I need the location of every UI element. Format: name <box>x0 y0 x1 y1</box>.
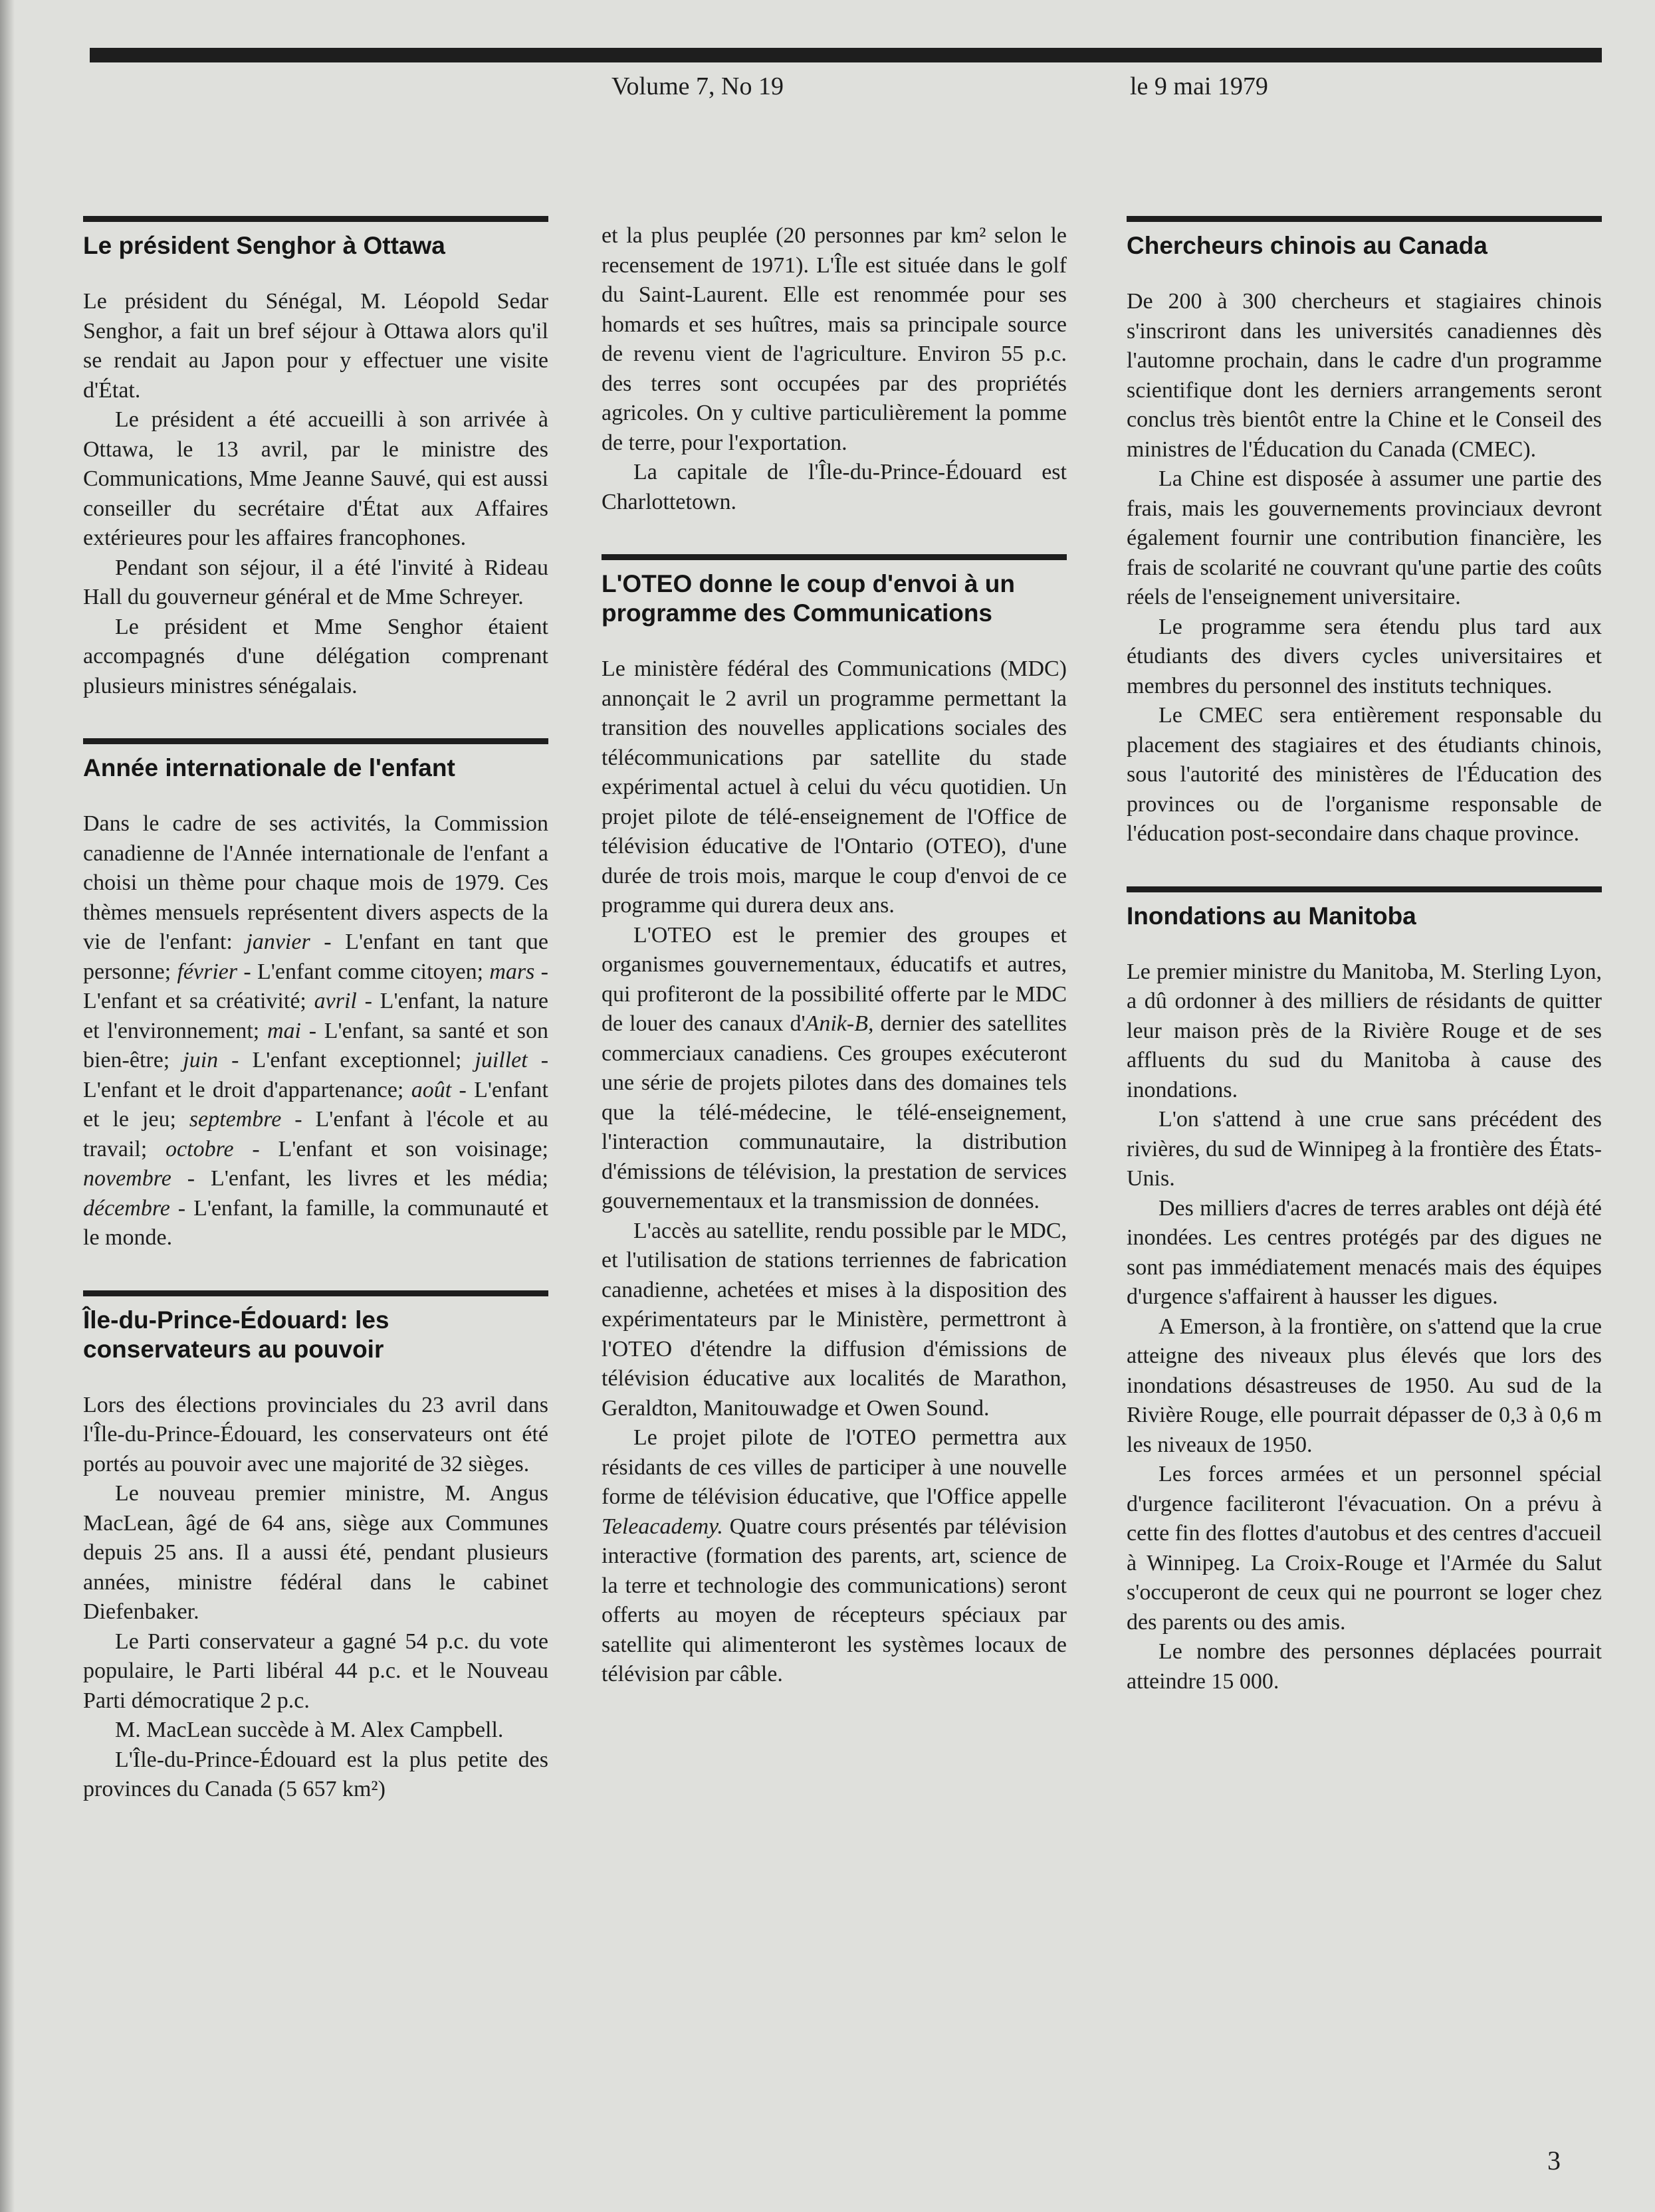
month-name: février <box>177 959 238 984</box>
paragraph: Le Parti conservateur a gagné 54 p.c. du vote populaire, le Parti libéral 44 p.c. et le Nouveau Parti démocratique 2 p.c. <box>83 1629 548 1713</box>
month-theme: L'enfant, les livres et les média; <box>210 1166 548 1191</box>
intro-text: Dans le cadre de ses activités, la Commission canadienne de l'Année internationale de l'enfant a choisi un thème pour chaque mois de 1979. Ces thèmes mensuels représentent divers aspects de la vie de l'enfant: <box>83 811 548 954</box>
article-enfant <box>83 738 548 1253</box>
month-name: janvier <box>246 930 310 954</box>
article-rule <box>83 216 548 222</box>
paragraph: Le programme sera étendu plus tard aux étudiants des divers cycles universitaires et membres du personnel des instituts techniques. <box>1127 614 1602 698</box>
column-middle <box>602 216 1067 1727</box>
paragraph: A Emerson, à la frontière, on s'attend que la crue atteigne des niveaux plus élevés que lors des inondations désastreuses de 1950. Au sud de la Rivière Rouge, elle pourrait dépasser de 0,3 à 0,6 m les niveaux de 1950. <box>1127 1314 1602 1457</box>
article-rule <box>1127 216 1602 222</box>
column-left <box>83 216 548 1842</box>
paragraph: Le nouveau premier ministre, M. Angus MacLean, âgé de 64 ans, siège aux Communes depuis 25 ans. Il a aussi été, pendant plusieurs années, ministre fédéral dans le cabinet Diefenbaker. <box>83 1481 548 1624</box>
article-chinois <box>1127 216 1602 849</box>
paragraph: La capitale de l'Île-du-Prince-Édouard est Charlottetown. <box>602 460 1067 514</box>
masthead-rule <box>90 48 1602 62</box>
page-number: 3 <box>1547 2146 1561 2175</box>
month-theme: L'enfant en tant que personne; <box>83 930 548 984</box>
month-name: avril <box>314 989 357 1013</box>
month-theme: L'enfant, la nature et l'environnement; <box>83 989 548 1043</box>
paragraph: L'Île-du-Prince-Édouard est la plus petite des provinces du Canada (5 657 km²) <box>83 1747 548 1801</box>
article-oteo <box>602 554 1067 1690</box>
column-right <box>1127 216 1602 1734</box>
issue-date: le 9 mai 1979 <box>1130 72 1268 100</box>
paragraph: Le président a été accueilli à son arrivée à Ottawa, le 13 avril, par le ministre des Communications, Mme Jeanne Sauvé, qui est aussi conseiller du secrétaire d'État aux Affaires extérieures pour les affaires francophones. <box>83 407 548 550</box>
program-name: Teleacademy. <box>602 1514 723 1539</box>
paragraph: Le président et Mme Senghor étaient accompagnés d'une délégation comprenant plusieurs ministres sénégalais. <box>83 614 548 698</box>
article-rule <box>602 554 1067 560</box>
paragraph: De 200 à 300 chercheurs et stagiaires chinois s'inscriront dans les universités canadiennes dès l'automne prochain, dans le cadre d'un programme scientifique dont les derniers arrangements seront conclus très bientôt entre la Chine et le Conseil des ministres de l'Éducation du Canada (CMEC). <box>1127 289 1602 462</box>
month-theme: L'enfant comme citoyen; <box>257 959 484 984</box>
article-senghor <box>83 216 548 701</box>
month-theme: L'enfant exceptionnel; <box>252 1048 462 1072</box>
month-theme: L'enfant à l'école et au travail; <box>83 1107 549 1161</box>
month-theme: L'enfant et son voisinage; <box>278 1136 548 1161</box>
paragraph: Le président du Sénégal, M. Léopold Sedar Senghor, a fait un bref séjour à Ottawa alors qu'il se rendait au Japon pour y effectuer une visite d'État. <box>83 289 548 403</box>
paragraph: Le premier ministre du Manitoba, M. Sterling Lyon, a dû ordonner à des milliers de résidants de quitter leur maison près de la Rivière Rouge et de ses affluents du sud du Manitoba à cause des inondations. <box>1127 959 1602 1102</box>
month-name: juillet <box>475 1048 528 1072</box>
paragraph: L'on s'attend à une crue sans précédent des rivières, du sud de Winnipeg à la frontière des États-Unis. <box>1127 1107 1602 1191</box>
paragraph-months: Dans le cadre de ses activités, la Commission canadienne de l'Année internationale de l'enfant a choisi un thème pour chaque mois de 1979. Ces thèmes mensuels représentent divers aspects de la vie de l'enfant: janvier - L'enfant en tant que personne; février - L'enfant comme citoyen; mars - L'enfant et sa créativité; avril - L'enfant, la nature et l'environnement; mai - L'enfant, sa santé et son bien-être; juin - L'enfant exceptionnel; juillet - L'enfant et le droit d'appartenance; août - L'enfant et le jeu; septembre - L'enfant à l'école et au travail; octobre - L'enfant et son voisinage; novembre - L'enfant, les livres et les média; décembre - L'enfant, la famille, la communauté et le monde. <box>83 811 549 1250</box>
text-run: dernier des satellites commerciaux canadiens. Ces groupes exécuteront une série de projets pilotes dans des domaines tels que la télé-médecine, le télé-enseignement, l'interaction communautaire, la distribution d'émissions de télévision, la prestation de services gouvernementaux et la transmission de données. <box>602 1011 1067 1213</box>
month-name: octobre <box>166 1136 234 1161</box>
paragraph: La Chine est disposée à assumer une partie des frais, mais les gouvernements provinciaux devront également fournir une contribution financière, les frais de scolarité ne couvrant qu'une partie des coûts réels de l'enseignement universitaire. <box>1127 466 1602 609</box>
month-theme: L'enfant et sa créativité; <box>83 989 306 1013</box>
month-theme: L'enfant et le droit d'appartenance; <box>83 1077 404 1102</box>
page-binding-shadow <box>0 0 15 2212</box>
paragraph <box>602 921 1067 1217</box>
month-name: septembre <box>189 1107 282 1132</box>
article-title: Île-du-Prince-Édouard: les conservateurs au pouvoir <box>83 1306 389 1363</box>
article-manitoba <box>1127 886 1602 1697</box>
month-name: mars <box>489 959 535 984</box>
month-name: décembre <box>83 1195 170 1221</box>
article-title: L'OTEO donne le coup d'envoi à un programme des Communications <box>602 570 1015 627</box>
month-name: novembre <box>83 1166 171 1191</box>
text-run: L'OTEO est le premier des groupes et organismes gouvernementaux, éducatifs et autres, qui profiteront de la possibilité offerte par le MDC de louer des canaux d' <box>602 922 1067 1036</box>
article-title: Année internationale de l'enfant <box>83 754 455 781</box>
month-theme: L'enfant, sa santé et son bien-être; <box>83 1018 548 1072</box>
paragraph: Les forces armées et un personnel spécial d'urgence faciliteront l'évacuation. On a prévu à cette fin des flottes d'autobus et des centres d'accueil à Winnipeg. La Croix-Rouge et l'Armée du Salut s'occuperont de ceux qui ne pourront se loger chez des parents ou des amis. <box>1127 1462 1602 1635</box>
month-theme: L'enfant, la famille, la communauté et le monde. <box>83 1195 549 1250</box>
article-rule <box>83 738 548 744</box>
text-run: Quatre cours présentés par télévision interactive (formation des parents, art, science de la terre et technologie des communications) seront offerts au moyen de récepteurs spéciaux par satellite qui alimenteront les systèmes locaux de télévision par câble. <box>602 1514 1067 1686</box>
paragraph <box>602 1423 1067 1690</box>
article-ipe <box>83 1290 548 1805</box>
text-run: Le projet pilote de l'OTEO permettra aux résidants de ces villes de participer à une nouvelle forme de télévision éducative, que l'Office appelle <box>602 1425 1067 1509</box>
article-ipe-continued <box>602 221 1067 517</box>
paragraph: Le nombre des personnes déplacées pourrait atteindre 15 000. <box>1127 1639 1602 1694</box>
month-name: août <box>411 1077 452 1102</box>
paragraph: et la plus peuplée (20 personnes par km² selon le recensement de 1971). L'Île est située dans le golf du Saint-Laurent. Elle est renommée pour ses homards et ses huîtres, mais sa principale source de revenu vient de l'agriculture. Environ 55 p.c. des terres sont occupées par des propriétés agricoles. On y cultive particulièrement la pomme de terre, pour l'exportation. <box>602 223 1067 455</box>
article-title: Inondations au Manitoba <box>1127 902 1416 930</box>
paragraph: Le CMEC sera entièrement responsable du placement des stagiaires et des étudiants chinois, sous l'autorité des ministères de l'Éducation des provinces ou de l'organisme responsable de l'éducation post-secondaire dans chaque province. <box>1127 703 1602 846</box>
paragraph: L'accès au satellite, rendu possible par le MDC, et l'utilisation de stations terriennes de fabrication canadienne, achetées et mises à la disposition des expérimentateurs par le Ministère, permettront à l'OTEO d'étendre la diffusion d'émissions de télévision éducative aux localités de Marathon, Geraldton, Manitouwadge et Owen Sound. <box>602 1218 1067 1421</box>
month-name: juin <box>183 1048 219 1072</box>
month-name: mai <box>267 1018 301 1043</box>
article-title: Le président Senghor à Ottawa <box>83 232 445 259</box>
satellite-name: Anik-B, <box>805 1011 874 1036</box>
month-theme: L'enfant et le jeu; <box>83 1077 549 1132</box>
paragraph: Des milliers d'acres de terres arables ont déjà été inondées. Les centres protégés par des digues ne sont pas immédiatement menacés mais des équipes d'urgence s'affairent à hausser les digues. <box>1127 1195 1602 1309</box>
paragraph: M. MacLean succède à M. Alex Campbell. <box>115 1718 504 1742</box>
article-rule <box>1127 886 1602 892</box>
article-title: Chercheurs chinois au Canada <box>1127 232 1488 259</box>
article-rule <box>83 1290 548 1296</box>
paragraph: Pendant son séjour, il a été l'invité à Rideau Hall du gouverneur général et de Mme Schreyer. <box>83 555 548 609</box>
paragraph: Lors des élections provinciales du 23 avril dans l'Île-du-Prince-Édouard, les conservateurs ont été portés au pouvoir avec une majorité de 32 sièges. <box>83 1392 548 1476</box>
volume-number: Volume 7, No 19 <box>611 72 784 100</box>
paragraph: Le ministère fédéral des Communications (MDC) annonçait le 2 avril un programme permettant la transition des nouvelles applications sociales des télécommunications par satellite du stade expérimental actuel à celui du vécu quotidien. Un projet pilote de télé-enseignement de l'Office de télévision éducative de l'Ontario (OTEO), d'une durée de trois mois, marque le coup d'envoi de ce programme qui durera deux ans. <box>602 656 1067 918</box>
